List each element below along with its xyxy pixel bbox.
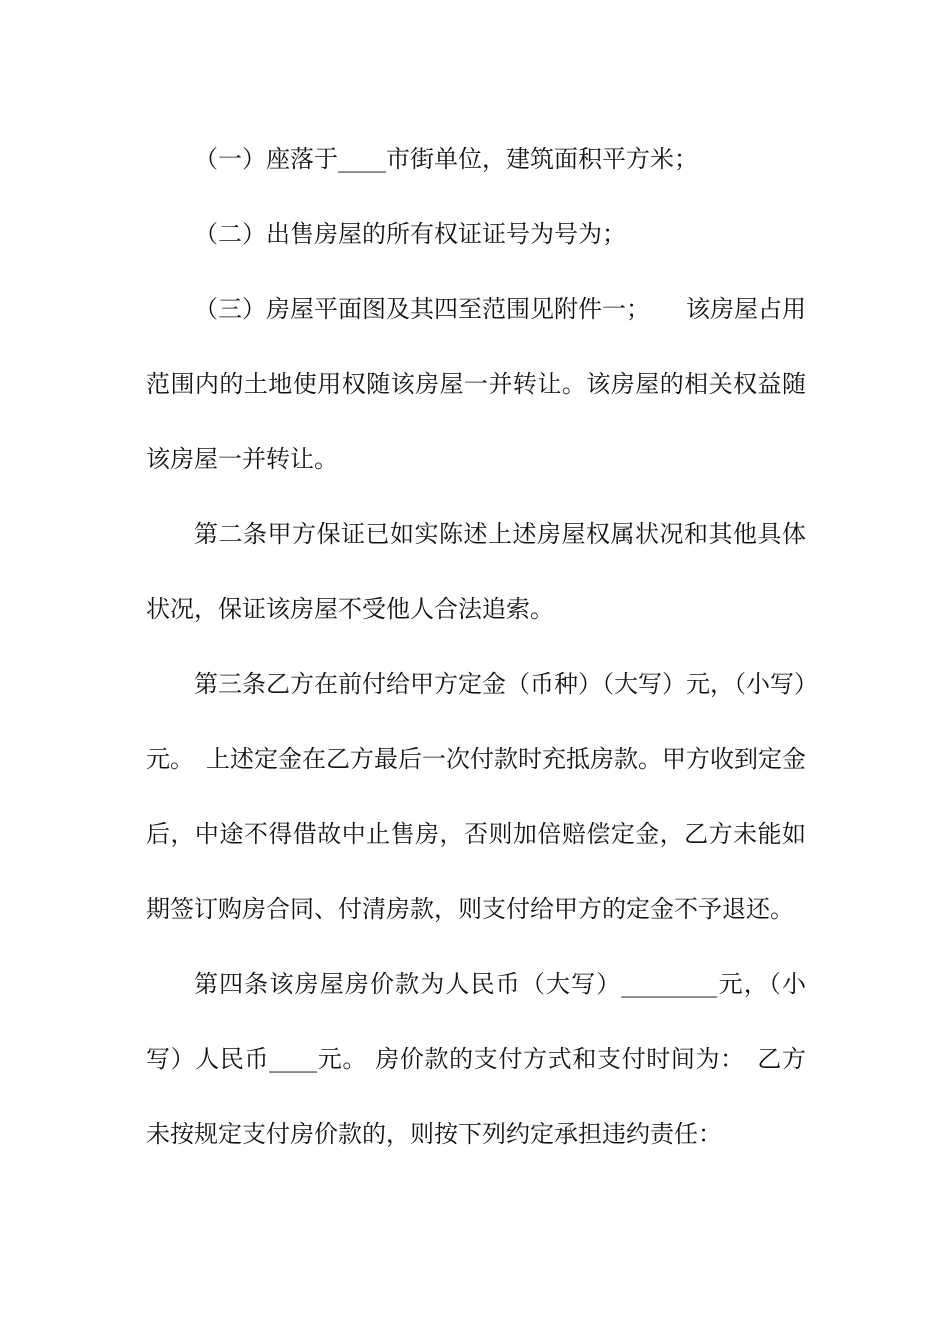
clause-floor-plan: （三）房屋平面图及其四至范围见附件一； 该房屋占用范围内的土地使用权随该房屋一并转让。该房屋的相关权益随该房屋一并转让。 bbox=[146, 295, 806, 473]
article-three: 第三条乙方在前付给甲方定金（币种）（大写）元，（小写）元。 上述定金在乙方最后一次付款时充抵房款。甲方收到定金后，中途不得借故中止售房，否则加倍赔偿定金，乙方未能如期签订购房合同、付清房款，则支付给甲方的定金不予退还。 bbox=[146, 670, 806, 923]
document-body bbox=[146, 122, 806, 1172]
clause-title-certificate: （二）出售房屋的所有权证证号为号为； bbox=[194, 220, 626, 248]
article-four: 第四条该房屋房价款为人民币（大写）________元，（小写）人民币____元。 房价款的支付方式和支付时间为： 乙方未按规定支付房价款的，则按下列约定承担违约责任： bbox=[146, 970, 806, 1148]
article-two: 第二条甲方保证已如实陈述上述房屋权属状况和其他具体状况，保证该房屋不受他人合法追索。 bbox=[146, 520, 806, 623]
clause-location: （一）座落于____市街单位，建筑面积平方米； bbox=[194, 145, 698, 173]
